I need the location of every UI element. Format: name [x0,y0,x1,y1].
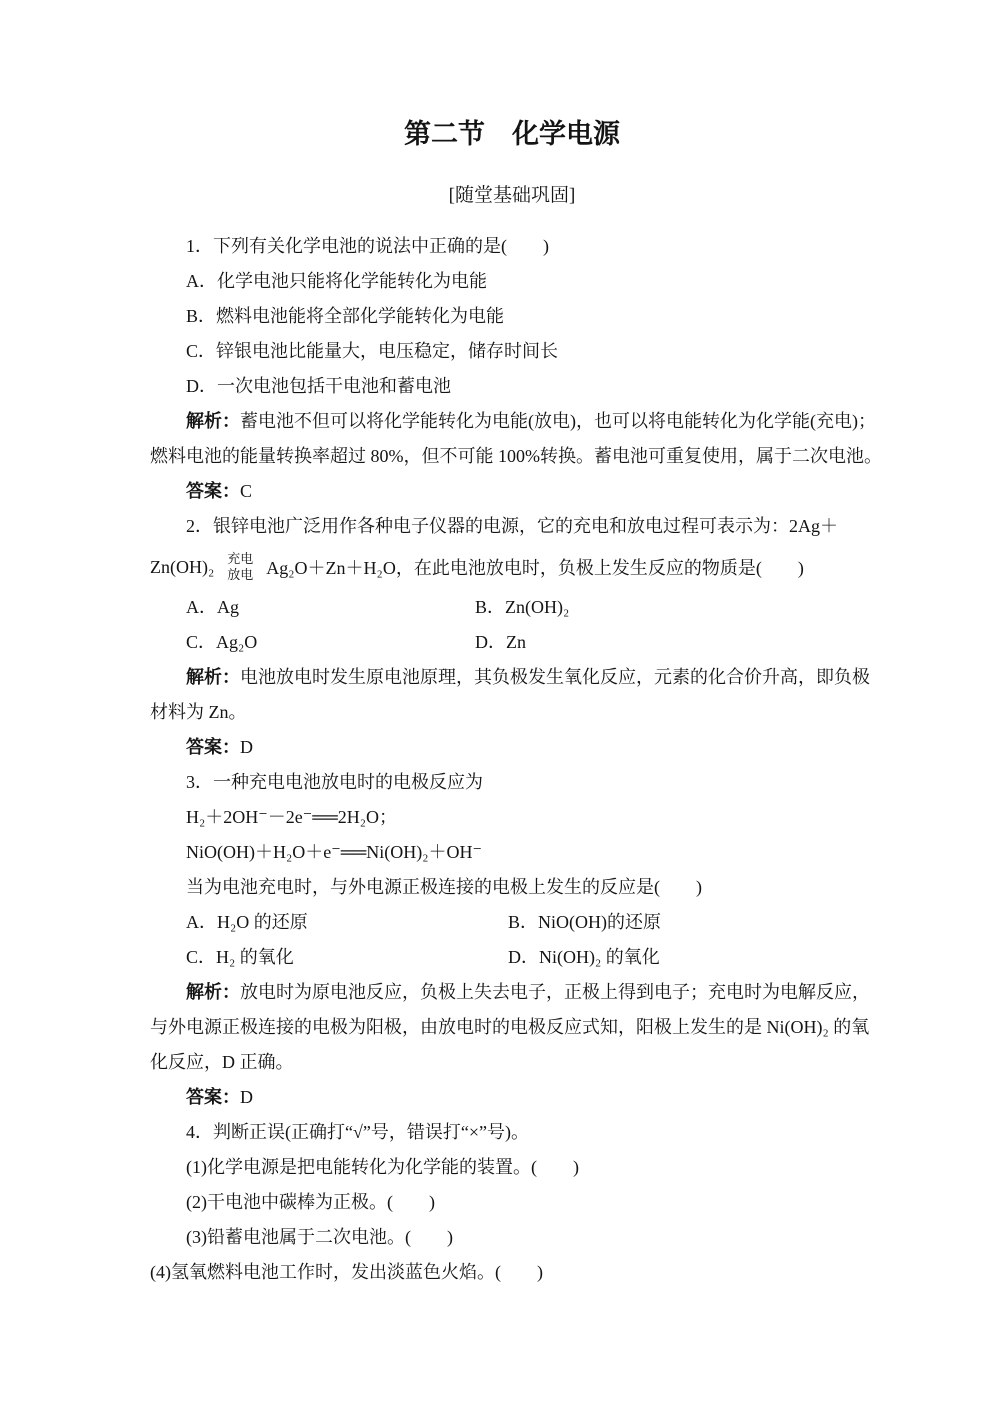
q3-options-row2 [150,940,874,975]
q1-answer-value: C [240,481,253,501]
q3-equation-1: H₂＋2OH⁻－2e⁻══2H₂O； [186,807,398,827]
q4-item-4: (4)氢氧燃料电池工作时，发出淡蓝色火焰。( ) [150,1262,543,1282]
q2-answer [150,730,874,765]
answer-label: 答案： [186,1087,240,1107]
answer-label: 答案： [186,481,240,501]
document-page [150,0,882,1290]
q3-analysis-line3: 化反应，D 正确。 [150,1052,294,1072]
q2-answer-value: D [240,737,253,757]
q3-answer [150,1080,874,1115]
analysis-label: 解析： [186,667,240,687]
section-subtitle: [随堂基础巩固] [448,185,576,206]
q2-option-a: A．Ag [186,597,239,617]
q2-analysis-text: 电池放电时发生原电池原理，其负极发生氧化反应，元素的化合价升高，即负极 [240,667,870,687]
q2-options-row1 [150,590,874,625]
q2-analysis-line1 [150,660,874,695]
q3-analysis-text: 放电时为原电池反应，负极上失去电子，正极上得到电子；充电时为电解反应， [240,982,870,1002]
q2-charge-label: 充电 [227,551,254,566]
q3-option-b: B．NiO(OH)的还原 [508,912,661,932]
q2-analysis-line2: 材料为 Zn。 [150,702,247,722]
q3-equation-2: NiO(OH)＋H₂O＋e⁻══Ni(OH)₂＋OH⁻ [186,842,483,862]
analysis-label: 解析： [186,411,240,431]
q1-option-a: A．化学电池只能将化学能转化为电能 [186,271,487,291]
q1-stem: 1．下列有关化学电池的说法中正确的是( ) [186,236,549,256]
q1-option-c: C．锌银电池比能量大，电压稳定，储存时间长 [186,341,559,361]
q1-option-d: D．一次电池包括干电池和蓄电池 [186,376,451,396]
q1-analysis-line1 [150,404,874,439]
analysis-label: 解析： [186,982,240,1002]
q1-option-b: B．燃料电池能将全部化学能转化为电能 [186,306,505,326]
q2-formula-right: Ag₂O＋Zn＋H₂O，在此电池放电时，负极上发生反应的物质是( ) [266,558,804,578]
q2-formula-left: Zn(OH)₂ [150,556,215,577]
q3-stem: 3．一种充电电池放电时的电极反应为 [186,772,483,792]
q3-option-c: C．H₂ 的氧化 [186,947,294,967]
q1-answer [150,474,874,509]
answer-label: 答案： [186,737,240,757]
q4-item-1: (1)化学电源是把电能转化为化学能的装置。( ) [186,1157,579,1177]
q2-charge-discharge-stack [227,551,253,583]
q2-option-d: D．Zn [475,632,526,652]
q2-option-b: B．Zn(OH)₂ [475,597,570,617]
q4-item-2: (2)干电池中碳棒为正极。( ) [186,1192,435,1212]
q4-item-3: (3)铅蓄电池属于二次电池。( ) [186,1227,453,1247]
q1-analysis-line2: 燃料电池的能量转换率超过 80%，但不可能 100%转换。蓄电池可重复使用，属于二次电池。 [150,446,882,466]
q4-stem: 4．判断正误(正确打“√”号，错误打“×”号)。 [186,1122,529,1142]
q3-answer-value: D [240,1087,253,1107]
q3-option-a: A．H₂O 的还原 [186,912,308,932]
q2-discharge-label: 放电 [227,567,254,582]
page-title: 第二节 化学电源 [404,119,620,149]
q1-analysis-text: 蓄电池不但可以将化学能转化为电能(放电)，也可以将电能转化为化学能(充电)； [240,411,876,431]
q3-options-row1 [150,905,874,940]
q3-option-d: D．Ni(OH)₂ 的氧化 [508,947,660,967]
q2-options-row2 [150,625,874,660]
document-body [150,229,882,1290]
q3-analysis-line2: 与外电源正极连接的电极为阳极，由放电时的电极反应式知，阳极上发生的是 Ni(OH)₂ 的氧 [150,1017,870,1037]
q2-stem-line1: 2．银锌电池广泛用作各种电子仪器的电源，它的充电和放电过程可表示为：2Ag＋ [186,516,838,536]
q3-analysis-line1 [150,975,874,1010]
q2-equation-line [150,544,874,590]
q3-question: 当为电池充电时，与外电源正极连接的电极上发生的反应是( ) [186,877,702,897]
q2-option-c: C．Ag₂O [186,632,258,652]
